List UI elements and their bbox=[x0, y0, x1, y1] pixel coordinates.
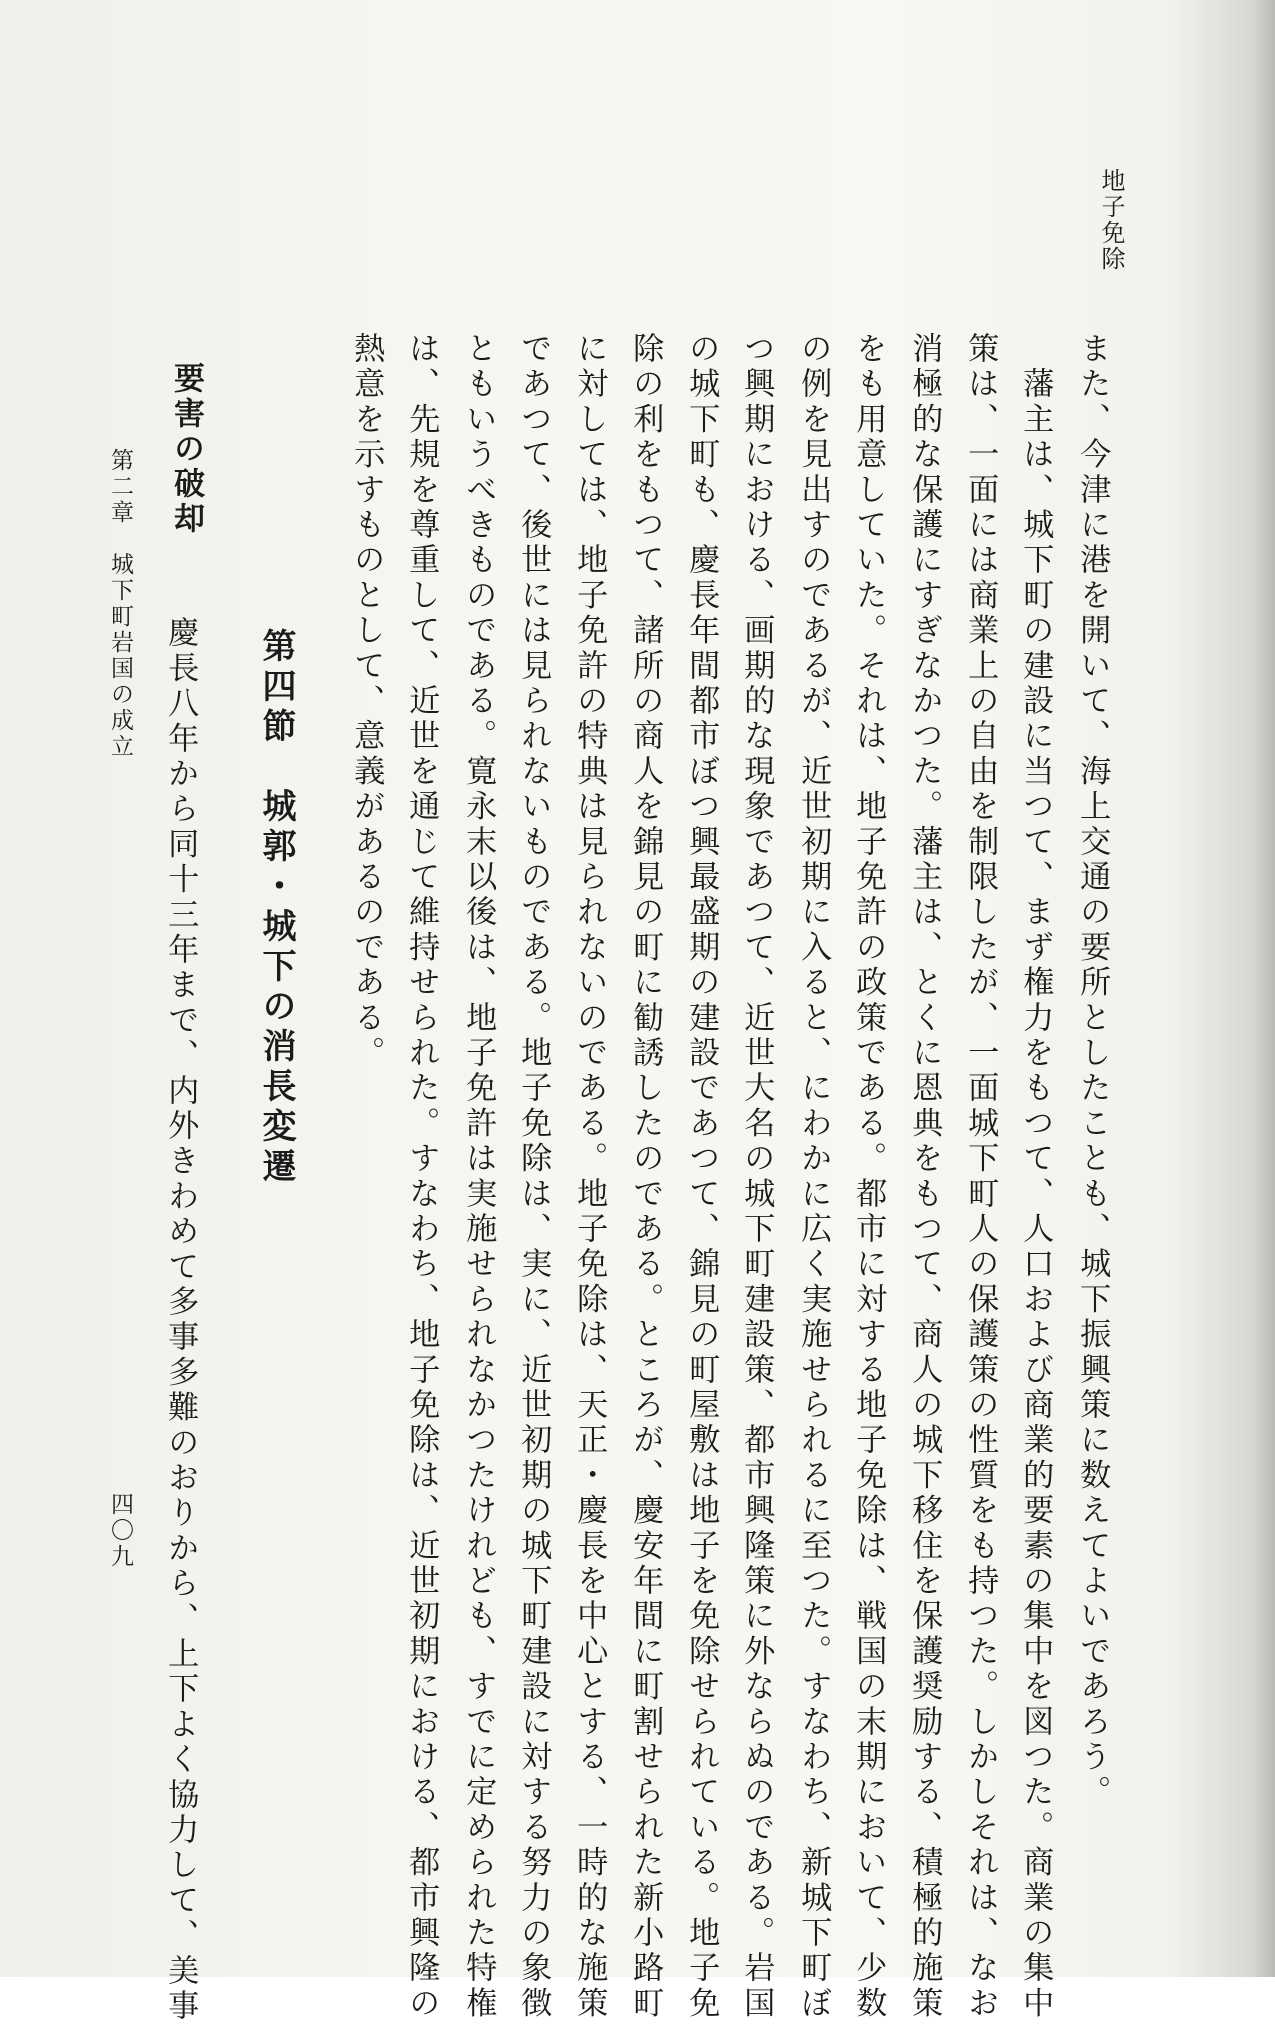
body-column-7: つ興期における、画期的な現象であつて、近世大名の城下町建設策、都市興隆策に外ならぬのである。岩国 bbox=[738, 332, 775, 2022]
page-edge-shadow bbox=[1253, 0, 1275, 1977]
running-footer-chapter: 第二章 城下町岩国の成立 bbox=[107, 448, 133, 760]
body-column-6: の例を見出すのであるが、近世初期に入ると、にわかに広く実施せられるに至つた。すなわち、新城下町ぼ bbox=[795, 332, 832, 2022]
body-column-10: に対しては、地子免許の特典は見られないのである。地子免除は、天正・慶長を中心とする、一時的な施策 bbox=[571, 332, 608, 2022]
page-number: 四〇九 bbox=[107, 1492, 133, 1570]
body-column-5: をも用意していた。それは、地子免許の政策である。都市に対する地子免除は、戦国の末期において、少数 bbox=[850, 332, 887, 2022]
body-column-3: 策は、一面には商業上の自由を制限したが、一面城下町人の保護策の性質をも持つた。しかしそれは、なお bbox=[962, 332, 999, 2022]
body-column-12: ともいうべきものである。寛永末以後は、地子免許は実施せられなかつたけれども、すでに定められた特権 bbox=[460, 332, 497, 2022]
subsection-body-column: 慶長八年から同十三年まで、内外きわめて多事多難のおりから、上下よく協力して、美事 bbox=[162, 581, 199, 2024]
margin-note: 地子免除 bbox=[1097, 168, 1125, 272]
body-column-11: であつて、後世には見られないものである。地子免除は、実に、近世初期の城下町建設に対する努力の象徴 bbox=[515, 332, 552, 2022]
section-heading: 第四節 城郭・城下の消長変遷 bbox=[256, 628, 296, 1188]
body-column-2: 藩主は、城下町の建設に当つて、まず権力をもつて、人口および商業的要素の集中を図つた。商業の集中 bbox=[1017, 332, 1054, 2022]
body-column-1: また、今津に港を開いて、海上交通の要所としたことも、城下振興策に数えてよいであろう。 bbox=[1074, 332, 1111, 1811]
sub-heading: 要害の破却 bbox=[168, 362, 204, 537]
body-column-14: 熱意を示すものとして、意義があるのである。 bbox=[348, 332, 385, 1072]
body-column-9: 除の利をもつて、諸所の商人を錦見の町に勧誘したのである。ところが、慶安年間に町割せられた新小路町 bbox=[627, 332, 664, 2022]
body-column-8: の城下町も、慶長年間都市ぼつ興最盛期の建設であつて、錦見の町屋敷は地子を免除せられている。地子免 bbox=[683, 332, 720, 2022]
body-column-4: 消極的な保護にすぎなかつた。藩主は、とくに恩典をもつて、商人の城下移住を保護奨励する、積極的施策 bbox=[906, 332, 943, 2022]
body-column-13: は、先規を尊重して、近世を通じて維持せられた。すなわち、地子免除は、近世初期における、都市興隆の bbox=[403, 332, 440, 2022]
